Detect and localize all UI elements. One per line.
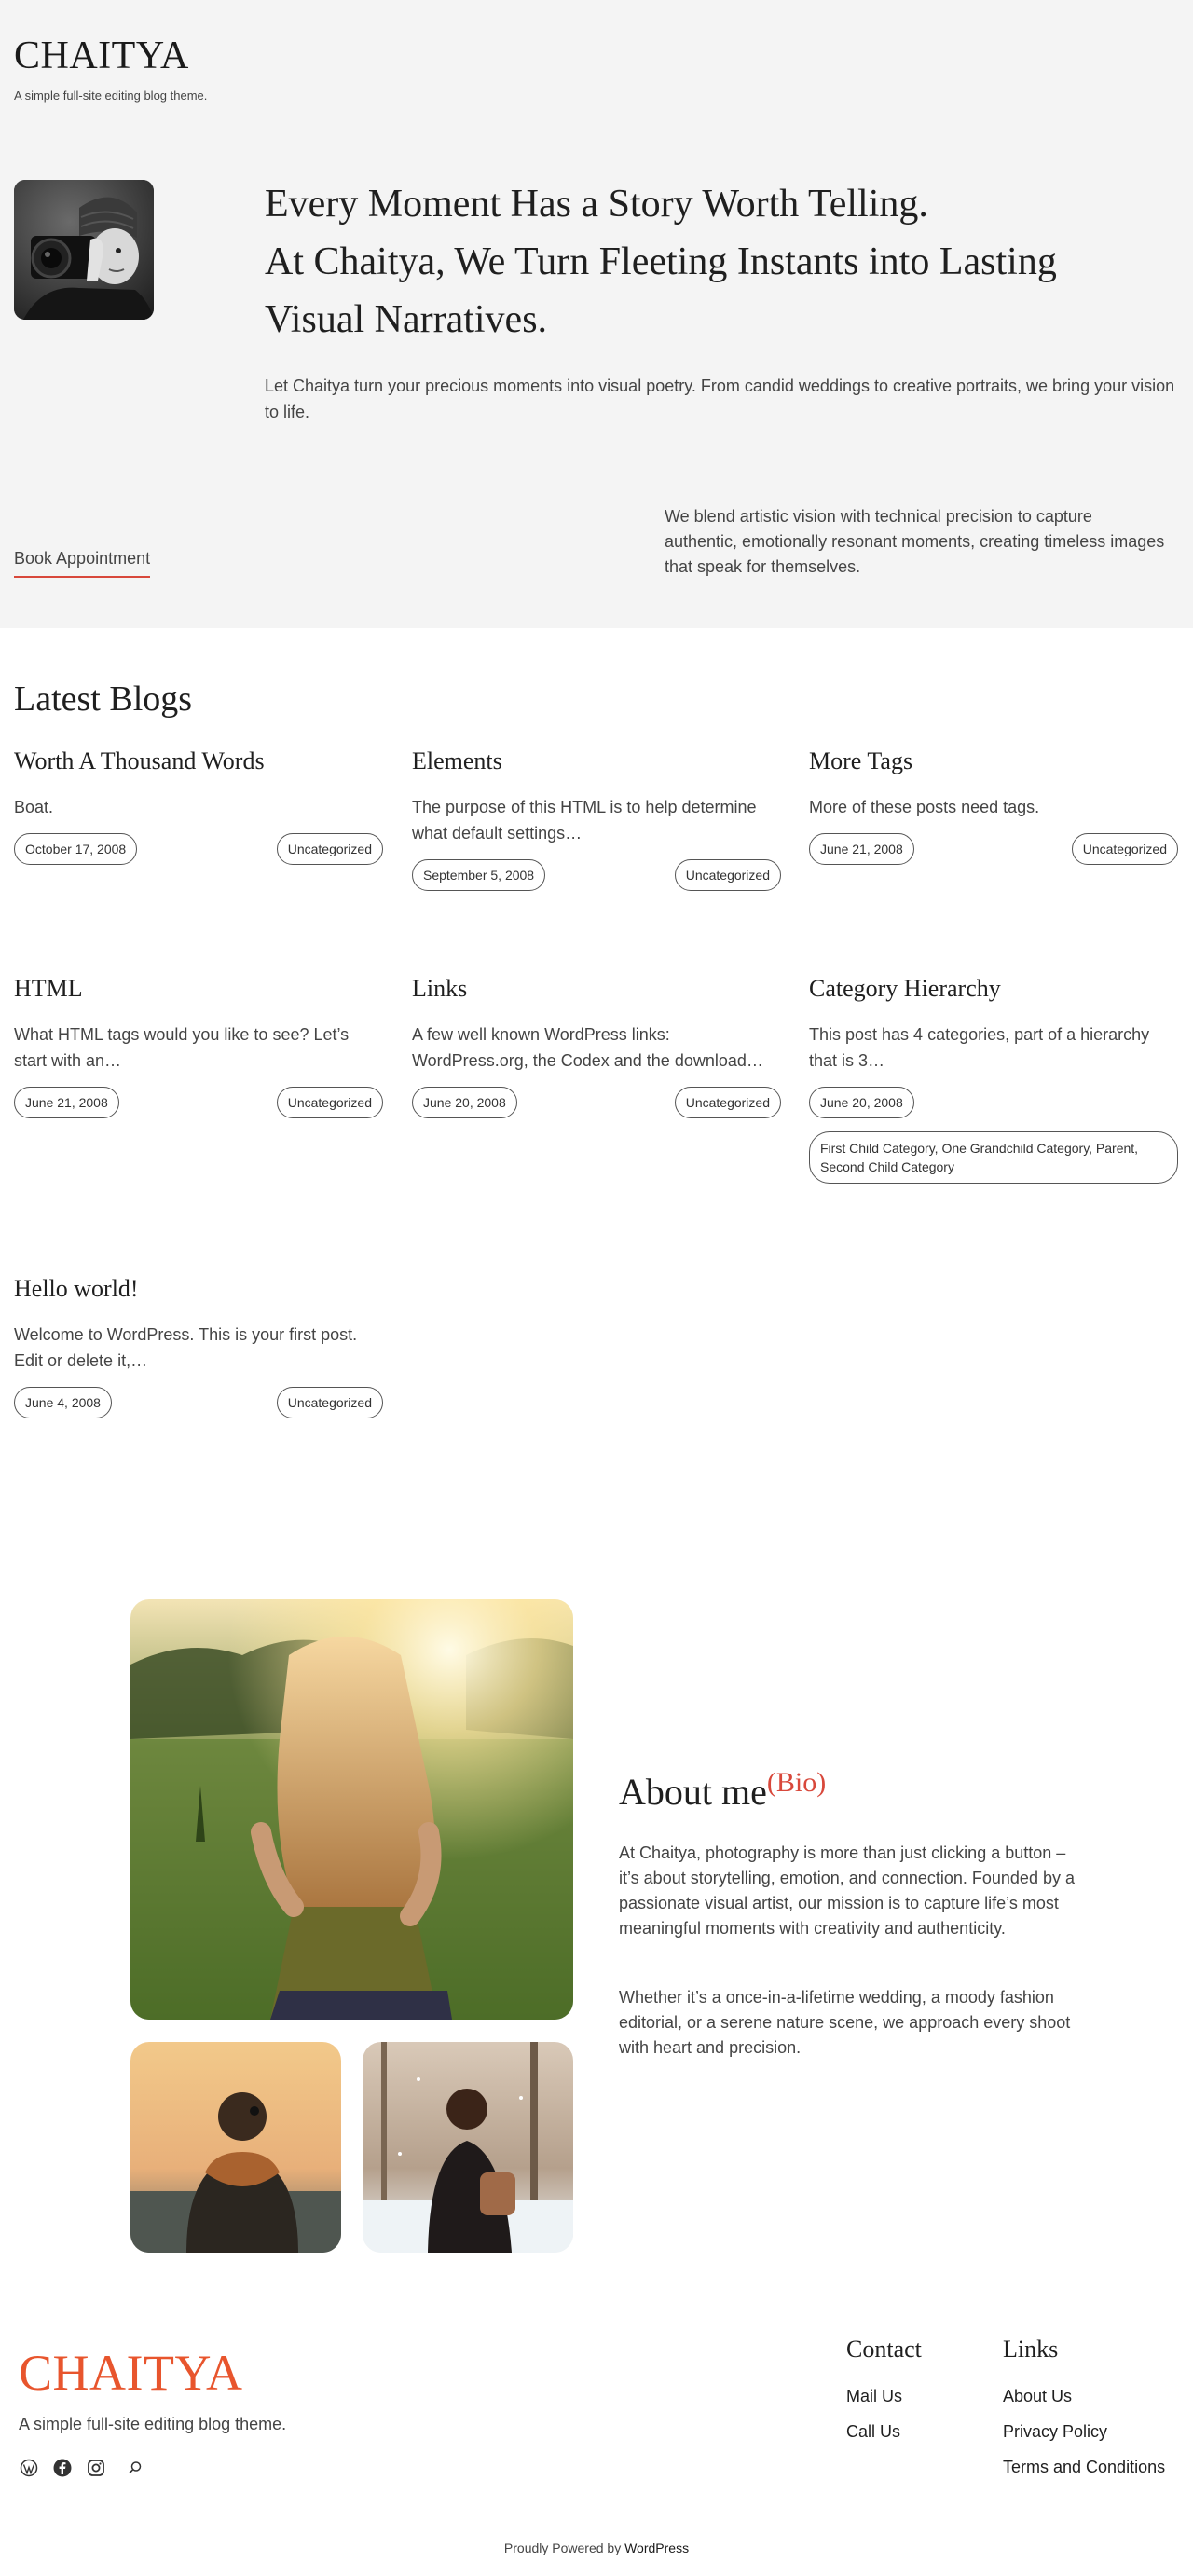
post-title[interactable]: HTML <box>14 975 83 1002</box>
footer-site-title[interactable]: CHAITYA <box>19 2345 243 2401</box>
hero-section <box>0 0 1193 628</box>
hero-heading-line: Visual Narratives. <box>265 298 548 341</box>
post-card <box>809 746 1178 865</box>
post-excerpt: This post has 4 categories, part of a hierarchy that is 3… <box>809 1025 1150 1070</box>
post-meta <box>809 1087 1178 1184</box>
post-excerpt: Boat. <box>14 798 54 816</box>
post-date-badge[interactable]: June 20, 2008 <box>809 1087 914 1118</box>
about-sunset-photo <box>130 2042 341 2253</box>
post-title[interactable]: Elements <box>412 747 502 774</box>
post-date-badge[interactable]: September 5, 2008 <box>412 859 545 891</box>
post-excerpt: What HTML tags would you like to see? Let’s start with an… <box>14 1025 350 1070</box>
photographer-portrait-image <box>14 180 154 320</box>
post-category-badge[interactable]: First Child Category, One Grandchild Category, Parent, Second Child Category <box>809 1131 1178 1184</box>
post-date-badge[interactable]: October 17, 2008 <box>14 833 137 865</box>
post-date-badge[interactable]: June 21, 2008 <box>14 1087 119 1118</box>
about-heading <box>619 1767 826 1814</box>
wordpress-icon[interactable] <box>19 2458 39 2478</box>
post-card <box>412 973 781 1118</box>
powered-by-prefix: Proudly Powered by <box>503 2541 625 2555</box>
hero-heading-line: At Chaitya, We Turn Fleeting Instants into Lasting <box>265 240 1057 283</box>
post-meta <box>809 833 1178 865</box>
hero-heading-line: Every Moment Has a Story Worth Telling. <box>265 183 928 226</box>
post-card <box>14 973 383 1118</box>
footer-link-about-us[interactable]: About Us <box>1003 2387 1073 2405</box>
about-heading-bio-tag: (Bio) <box>766 1767 827 1798</box>
post-meta <box>412 1087 781 1118</box>
about-main-photo <box>130 1599 573 2020</box>
footer-link-call-us[interactable]: Call Us <box>846 2422 901 2441</box>
footer-link-terms[interactable]: Terms and Conditions <box>1003 2458 1166 2476</box>
search-icon[interactable] <box>125 2458 145 2478</box>
post-title[interactable]: Worth A Thousand Words <box>14 747 265 774</box>
post-category-badge[interactable]: Uncategorized <box>675 859 781 891</box>
about-heading-text: About me <box>619 1771 767 1813</box>
footer-contact-heading: Contact <box>846 2336 922 2363</box>
post-date-badge[interactable]: June 21, 2008 <box>809 833 914 865</box>
footer-links-column <box>1003 2336 1165 2485</box>
post-meta <box>412 859 781 891</box>
post-card <box>14 746 383 865</box>
post-meta <box>14 1087 383 1118</box>
post-excerpt: Welcome to WordPress. This is your first post. Edit or delete it,… <box>14 1325 358 1370</box>
post-meta <box>14 1387 383 1418</box>
post-card <box>14 1273 383 1418</box>
footer-links-heading: Links <box>1003 2336 1059 2363</box>
instagram-icon[interactable] <box>86 2458 106 2478</box>
post-card <box>412 746 781 891</box>
hero-intro-text: Let Chaitya turn your precious moments into visual poetry. From candid weddings to creative portraits, we bring your vision to life. <box>265 377 1175 421</box>
latest-blogs-heading: Latest Blogs <box>14 679 193 719</box>
powered-by-text <box>0 2541 1193 2555</box>
post-category-badge[interactable]: Uncategorized <box>277 1387 383 1418</box>
post-date-badge[interactable]: June 20, 2008 <box>412 1087 517 1118</box>
about-paragraph: At Chaitya, photography is more than just clicking a button – it’s about storytelling, emotion, and connection. Founded by a passionate visual artist, our mission is to capture life’s most meaningful moments with creativity and authenticity. <box>619 1843 1075 1938</box>
footer-social-links <box>19 2458 145 2478</box>
about-winter-photo <box>363 2042 573 2253</box>
post-excerpt: A few well known WordPress links: WordPress.org, the Codex and the download… <box>412 1025 763 1070</box>
facebook-icon[interactable] <box>52 2458 73 2478</box>
post-excerpt: The purpose of this HTML is to help determine what default settings… <box>412 798 757 843</box>
book-appointment-button[interactable]: Book Appointment <box>14 549 150 578</box>
post-category-badge[interactable]: Uncategorized <box>277 1087 383 1118</box>
post-title[interactable]: Category Hierarchy <box>809 975 1001 1002</box>
footer-contact-column <box>846 2336 922 2449</box>
post-title[interactable]: More Tags <box>809 747 913 774</box>
site-tagline: A simple full-site editing blog theme. <box>14 89 208 103</box>
footer-link-mail-us[interactable]: Mail Us <box>846 2387 903 2405</box>
hero-heading <box>265 175 1187 349</box>
post-category-badge[interactable]: Uncategorized <box>1072 833 1178 865</box>
post-meta <box>14 833 383 865</box>
post-title[interactable]: Links <box>412 975 468 1002</box>
hero-blend-text: We blend artistic vision with technical precision to capture authentic, emotionally resonant moments, creating timeless images that speak for themselves. <box>665 507 1165 576</box>
wordpress-link[interactable]: WordPress <box>624 2541 690 2555</box>
post-category-badge[interactable]: Uncategorized <box>277 833 383 865</box>
site-title[interactable]: CHAITYA <box>14 34 189 77</box>
footer-tagline: A simple full-site editing blog theme. <box>19 2415 287 2433</box>
post-excerpt: More of these posts need tags. <box>809 798 1040 816</box>
post-card <box>809 973 1178 1184</box>
post-category-badge[interactable]: Uncategorized <box>675 1087 781 1118</box>
about-paragraph: Whether it’s a once-in-a-lifetime wedding, a moody fashion editorial, or a serene nature scene, we approach every shoot with heart and precision. <box>619 1988 1071 2057</box>
post-date-badge[interactable]: June 4, 2008 <box>14 1387 112 1418</box>
post-title[interactable]: Hello world! <box>14 1275 139 1302</box>
footer-link-privacy-policy[interactable]: Privacy Policy <box>1003 2422 1108 2441</box>
